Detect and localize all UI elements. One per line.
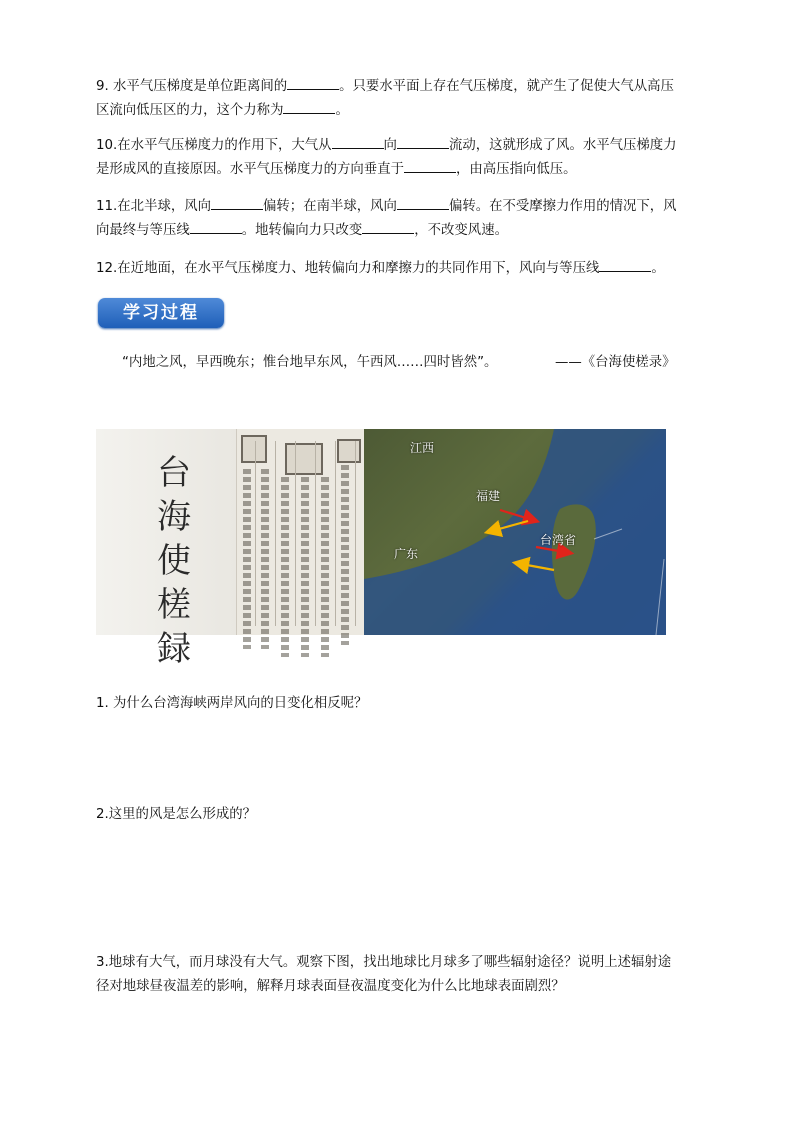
page-text-column bbox=[321, 477, 329, 657]
q11-text: 向最终与等压线 bbox=[96, 223, 190, 238]
book-title-char: 台 bbox=[157, 453, 191, 493]
book-page-image bbox=[236, 429, 365, 635]
seal-stamp bbox=[337, 439, 361, 463]
answer-blank[interactable] bbox=[283, 100, 335, 114]
q9-line2 bbox=[96, 100, 349, 120]
answer-blank[interactable] bbox=[404, 159, 456, 173]
q11-text: 偏转；在南半球，风向 bbox=[263, 199, 397, 214]
q9-text: 。 bbox=[335, 103, 349, 118]
q10-line2 bbox=[96, 159, 577, 179]
page-text-column bbox=[261, 469, 269, 649]
book-title-char: 海 bbox=[157, 497, 191, 537]
q10-text: 向 bbox=[383, 138, 397, 153]
q9-line1 bbox=[96, 76, 674, 96]
q12-text: 。 bbox=[651, 261, 665, 276]
page-rule bbox=[275, 441, 276, 626]
page-text-column bbox=[341, 465, 349, 645]
book-title-char: 使 bbox=[157, 541, 191, 581]
page-rule bbox=[315, 441, 316, 626]
answer-blank[interactable] bbox=[190, 220, 242, 234]
answer-blank[interactable] bbox=[287, 76, 339, 90]
map-label-taiwan: 台湾省 bbox=[540, 533, 577, 547]
map-label-jiangxi: 江西 bbox=[410, 441, 435, 455]
q12-text: 12.在近地面，在水平气压梯度力、地转偏向力和摩擦力的共同作用下，风向与等压线 bbox=[96, 261, 600, 276]
q10-text: 流动，这就形成了风。水平气压梯度力 bbox=[448, 138, 677, 153]
answer-blank[interactable] bbox=[332, 135, 384, 149]
page-rule bbox=[355, 441, 356, 626]
answer-blank[interactable] bbox=[397, 135, 449, 149]
seal-stamp bbox=[285, 443, 323, 475]
question-2: 2.这里的风是怎么形成的？ bbox=[96, 807, 257, 822]
page-rule bbox=[335, 441, 336, 626]
quote-source: ——《台海使槎录》 bbox=[555, 355, 676, 370]
q11-line2 bbox=[96, 220, 508, 240]
q9-text: 9. 水平气压梯度是单位距离间的 bbox=[96, 79, 288, 94]
q10-text: ，由高压指向低压。 bbox=[455, 162, 577, 177]
map-shapes bbox=[364, 429, 666, 635]
question-3-line1: 3.地球有大气，而月球没有大气。观察下图，找出地球比月球多了哪些辐射途径？说明上述辐射途 bbox=[96, 955, 672, 970]
q11-text: 偏转。在不受摩擦力作用的情况下，风 bbox=[448, 199, 677, 214]
page-rule bbox=[295, 441, 296, 626]
q11-text: 11.在北半球，风向 bbox=[96, 199, 212, 214]
answer-blank[interactable] bbox=[211, 196, 263, 210]
book-title-char: 録 bbox=[157, 629, 191, 669]
page-text-column bbox=[301, 477, 309, 657]
page-text-column bbox=[281, 477, 289, 657]
section-badge: 学习过程 bbox=[98, 298, 224, 328]
satellite-map bbox=[364, 429, 666, 635]
page-text-column bbox=[243, 469, 251, 649]
book-cover-image bbox=[96, 429, 236, 669]
q10-text: 是形成风的直接原因。水平气压梯度力的方向垂直于 bbox=[96, 162, 404, 177]
book-title-char: 槎 bbox=[157, 585, 191, 625]
figure-book-and-map bbox=[96, 429, 666, 669]
page-rule bbox=[255, 441, 256, 626]
q9-text: 。只要水平面上存在气压梯度，就产生了促使大气从高压 bbox=[339, 79, 674, 94]
q11-text: 。地转偏向力只改变 bbox=[241, 223, 363, 238]
q9-text: 区流向低压区的力，这个力称为 bbox=[96, 103, 284, 118]
book-cover-title bbox=[144, 451, 204, 671]
answer-blank[interactable] bbox=[362, 220, 414, 234]
sea-area bbox=[364, 429, 666, 635]
answer-blank[interactable] bbox=[397, 196, 449, 210]
question-1: 1. 为什么台湾海峡两岸风向的日变化相反呢？ bbox=[96, 696, 368, 711]
q12-line1 bbox=[96, 258, 665, 278]
q10-text: 10.在水平气压梯度力的作用下，大气从 bbox=[96, 138, 332, 153]
q11-line1 bbox=[96, 196, 677, 216]
seal-stamp bbox=[241, 435, 267, 463]
map-label-fujian: 福建 bbox=[476, 489, 501, 503]
q11-text: ，不改变风速。 bbox=[414, 223, 508, 238]
map-label-guangdong: 广东 bbox=[394, 547, 419, 561]
q10-line1 bbox=[96, 135, 677, 155]
quote-text: “内地之风，早西晚东；惟台地早东风，午西风……四时皆然”。 bbox=[122, 355, 498, 370]
answer-blank[interactable] bbox=[599, 258, 651, 272]
question-3-line2: 径对地球昼夜温差的影响，解释月球表面昼夜温度变化为什么比地球表面剧烈？ bbox=[96, 979, 565, 994]
